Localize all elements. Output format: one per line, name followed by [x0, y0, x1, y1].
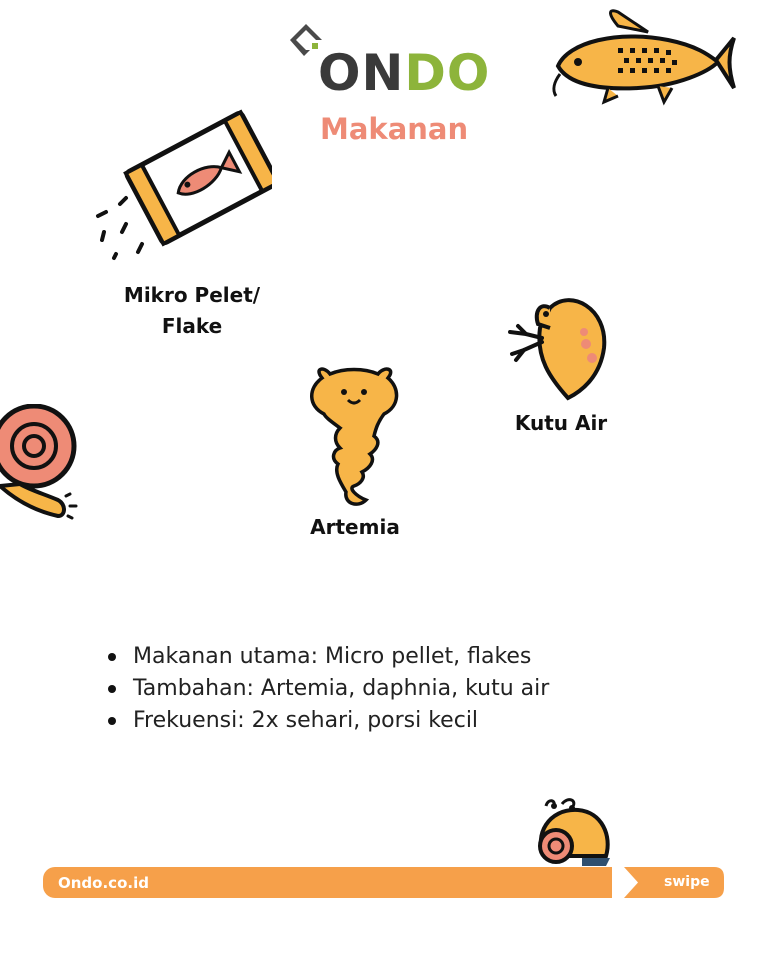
footer-website-link[interactable]: Ondo.co.id	[58, 874, 149, 892]
list-item	[106, 673, 549, 705]
list-item	[106, 705, 549, 737]
pellet-bag-icon	[92, 108, 272, 268]
page-title: Makanan	[320, 112, 469, 146]
food-label-pellet	[114, 280, 270, 342]
snail-icon	[0, 404, 84, 524]
food-label-pellet-line1: Mikro Pelet/	[123, 283, 261, 307]
brand-logo	[318, 44, 490, 102]
food-label-pellet-line2: Flake	[161, 314, 223, 338]
bullet-icon	[108, 685, 116, 693]
food-label-artemia: Artemia	[310, 515, 400, 539]
logo-text-on: ON	[318, 44, 405, 102]
list-item	[106, 641, 549, 673]
bullet-text-frequency: Frekuensi: 2x sehari, porsi kecil	[133, 708, 479, 733]
bullet-icon	[108, 653, 116, 661]
swipe-button[interactable]: swipe	[664, 874, 710, 890]
logo-text-do: DO	[404, 44, 491, 102]
feeding-info-list	[106, 641, 549, 737]
bullet-icon	[108, 717, 116, 725]
catfish-icon	[548, 4, 736, 110]
bullet-text-supplement: Tambahan: Artemia, daphnia, kutu air	[133, 676, 550, 701]
food-label-daphnia: Kutu Air	[514, 411, 608, 435]
bullet-text-main-food: Makanan utama: Micro pellet, flakes	[133, 644, 532, 669]
small-snail-icon	[526, 796, 614, 868]
artemia-icon	[304, 364, 404, 510]
daphnia-icon	[500, 288, 612, 402]
